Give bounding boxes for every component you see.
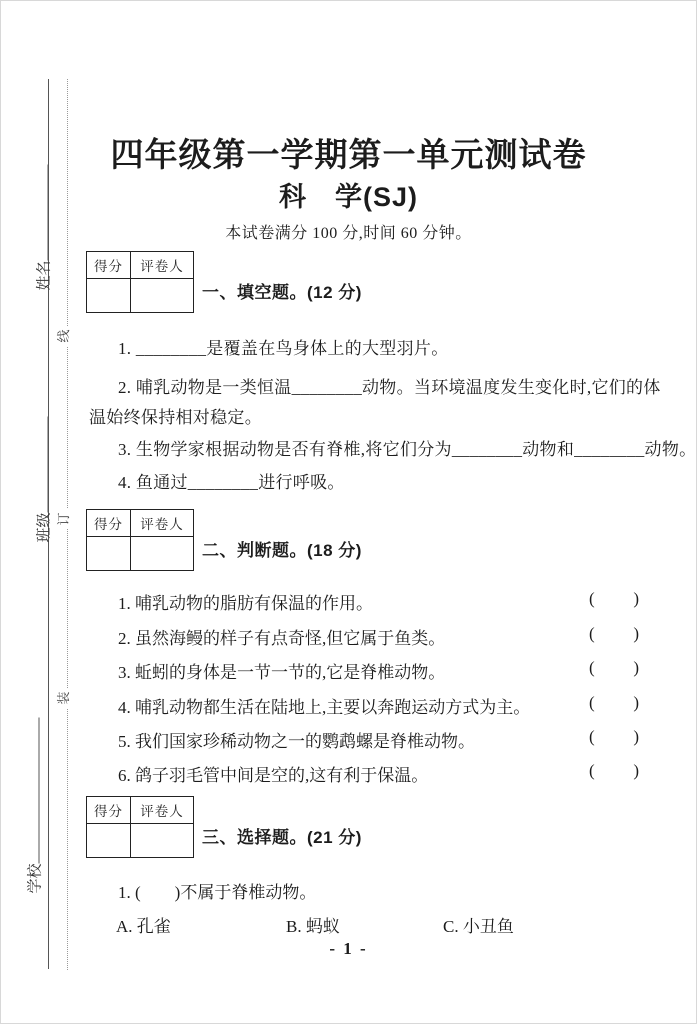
grader-label: 评卷人	[131, 510, 193, 537]
choice-option-c: C. 小丑鱼	[443, 917, 514, 936]
binding-char-zhuang: 装	[54, 688, 74, 708]
section3-heading: 三、选择题。(21 分)	[202, 828, 362, 847]
binding-char-ding: 订	[54, 509, 74, 529]
open-paren: (	[589, 658, 595, 677]
score-value-cell	[87, 824, 131, 857]
fill-question-3: 3. 生物学家根据动物是否有脊椎,将它们分为________动物和________动物。	[118, 440, 697, 459]
answer-parentheses-1	[589, 589, 639, 609]
open-paren: (	[589, 589, 595, 608]
school-label: 学校	[27, 863, 44, 894]
score-label: 得分	[87, 797, 131, 824]
class-blank-line	[34, 417, 49, 513]
student-school-field	[24, 715, 45, 897]
close-paren: )	[633, 761, 639, 780]
judge-question-4: 4. 哺乳动物都生活在陆地上,主要以奔跑运动方式为主。	[118, 698, 531, 717]
answer-parentheses-6	[589, 761, 639, 781]
answer-parentheses-4	[589, 693, 639, 713]
judge-question-5: 5. 我们国家珍稀动物之一的鹦鹉螺是脊椎动物。	[118, 732, 475, 751]
student-class-field	[33, 414, 54, 546]
choice-question-1: 1. ( )不属于脊椎动物。	[118, 883, 317, 902]
fill-question-4: 4. 鱼通过________进行呼吸。	[118, 473, 345, 492]
open-paren: (	[589, 693, 595, 712]
subject-title: 科 学(SJ)	[278, 182, 418, 212]
open-paren: (	[589, 761, 595, 780]
score-label: 得分	[87, 252, 131, 279]
choice-option-b: B. 蚂蚁	[286, 917, 340, 936]
open-paren: (	[589, 727, 595, 746]
grader-value-cell	[131, 824, 193, 857]
judge-question-1: 1. 哺乳动物的脂肪有保温的作用。	[118, 594, 373, 613]
name-label: 姓名	[36, 260, 53, 291]
school-blank-line	[25, 718, 40, 864]
score-box-section2	[86, 509, 194, 571]
judge-question-3: 3. 蚯蚓的身体是一节一节的,它是脊椎动物。	[118, 663, 446, 682]
open-paren: (	[589, 624, 595, 643]
fill-question-2-line1: 2. 哺乳动物是一类恒温________动物。当环境温度发生变化时,它们的体	[118, 378, 661, 397]
close-paren: )	[633, 693, 639, 712]
section1-heading: 一、填空题。(12 分)	[202, 283, 362, 302]
answer-parentheses-3	[589, 658, 639, 678]
page-number: - 1 -	[329, 939, 368, 958]
score-box-section3	[86, 796, 194, 858]
choice-option-a: A. 孔雀	[116, 917, 171, 936]
score-value-cell	[87, 279, 131, 312]
page-title: 四年级第一学期第一单元测试卷	[110, 136, 587, 173]
judge-question-2: 2. 虽然海鳗的样子有点奇怪,但它属于鱼类。	[118, 629, 446, 648]
grader-value-cell	[131, 279, 193, 312]
grader-value-cell	[131, 537, 193, 570]
class-label: 班级	[36, 512, 53, 543]
binding-char-xian: 线	[54, 326, 74, 346]
section2-heading: 二、判断题。(18 分)	[202, 541, 362, 560]
close-paren: )	[633, 658, 639, 677]
close-paren: )	[633, 727, 639, 746]
close-paren: )	[633, 589, 639, 608]
score-value-cell	[87, 537, 131, 570]
judge-question-6: 6. 鸽子羽毛管中间是空的,这有利于保温。	[118, 766, 429, 785]
grader-label: 评卷人	[131, 252, 193, 279]
exam-info: 本试卷满分 100 分,时间 60 分钟。	[225, 225, 472, 242]
score-label: 得分	[87, 510, 131, 537]
fill-question-1: 1. ________是覆盖在鸟身体上的大型羽片。	[118, 339, 449, 358]
score-box-section1	[86, 251, 194, 313]
fill-question-2-line2: 温始终保持相对稳定。	[89, 408, 262, 427]
answer-parentheses-2	[589, 624, 639, 644]
answer-parentheses-5	[589, 727, 639, 747]
close-paren: )	[633, 624, 639, 643]
grader-label: 评卷人	[131, 797, 193, 824]
